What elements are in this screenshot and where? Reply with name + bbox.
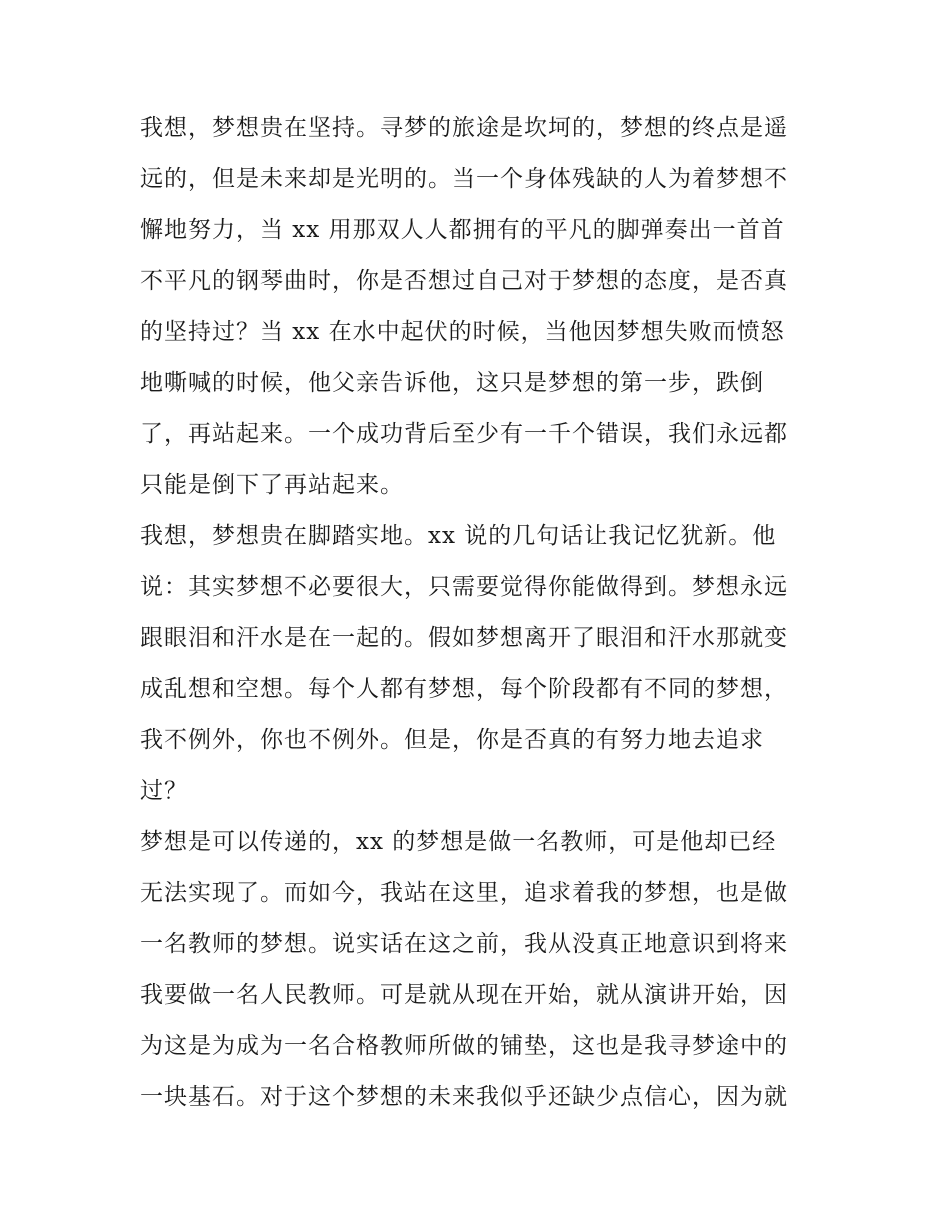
paragraph-perseverance — [140, 103, 812, 511]
text-line: 的坚持过？当 xx 在水中起伏的时候，当他因梦想失败而愤怒 — [140, 319, 785, 345]
text-line: 我要做一名人民教师。可是就从现在开始，就从演讲开始，因 — [140, 982, 788, 1008]
text-line: 一名教师的梦想。说实话在这之前，我从没真正地意识到将来 — [140, 931, 788, 957]
text-line: 远的，但是未来却是光明的。当一个身体残缺的人为着梦想不 — [140, 166, 788, 192]
text-line: 懈地努力，当 xx 用那双人人都拥有的平凡的脚弹奏出一首首 — [140, 217, 785, 243]
paragraph-passing-on-dream — [140, 817, 812, 1123]
document-body — [140, 103, 812, 1123]
text-line: 为这是为成为一名合格教师所做的铺垫，这也是我寻梦途中的 — [140, 1033, 788, 1059]
paragraph-down-to-earth — [140, 511, 812, 817]
text-line: 了，再站起来。一个成功背后至少有一千个错误，我们永远都 — [140, 421, 788, 447]
text-line: 成乱想和空想。每个人都有梦想，每个阶段都有不同的梦想， — [140, 676, 788, 702]
text-line: 一块基石。对于这个梦想的未来我似乎还缺少点信心，因为就 — [140, 1084, 788, 1110]
text-line: 只能是倒下了再站起来。 — [140, 472, 404, 498]
text-line: 我想，梦想贵在坚持。寻梦的旅途是坎坷的，梦想的终点是遥 — [140, 115, 788, 141]
text-line: 跟眼泪和汗水是在一起的。假如梦想离开了眼泪和汗水那就变 — [140, 625, 788, 651]
text-line: 地嘶喊的时候，他父亲告诉他，这只是梦想的第一步，跌倒 — [140, 370, 764, 396]
text-line: 我不例外，你也不例外。但是，你是否真的有努力地去追求 — [140, 727, 764, 753]
text-line: 说：其实梦想不必要很大，只需要觉得你能做得到。梦想永远 — [140, 574, 788, 600]
text-line: 梦想是可以传递的，xx 的梦想是做一名教师，可是他却已经 — [140, 829, 777, 855]
text-line: 我想，梦想贵在脚踏实地。xx 说的几句话让我记忆犹新。他 — [140, 523, 777, 549]
text-line: 无法实现了。而如今，我站在这里，追求着我的梦想，也是做 — [140, 880, 788, 906]
text-line: 过？ — [140, 778, 188, 804]
text-line: 不平凡的钢琴曲时，你是否想过自己对于梦想的态度，是否真 — [140, 268, 788, 294]
